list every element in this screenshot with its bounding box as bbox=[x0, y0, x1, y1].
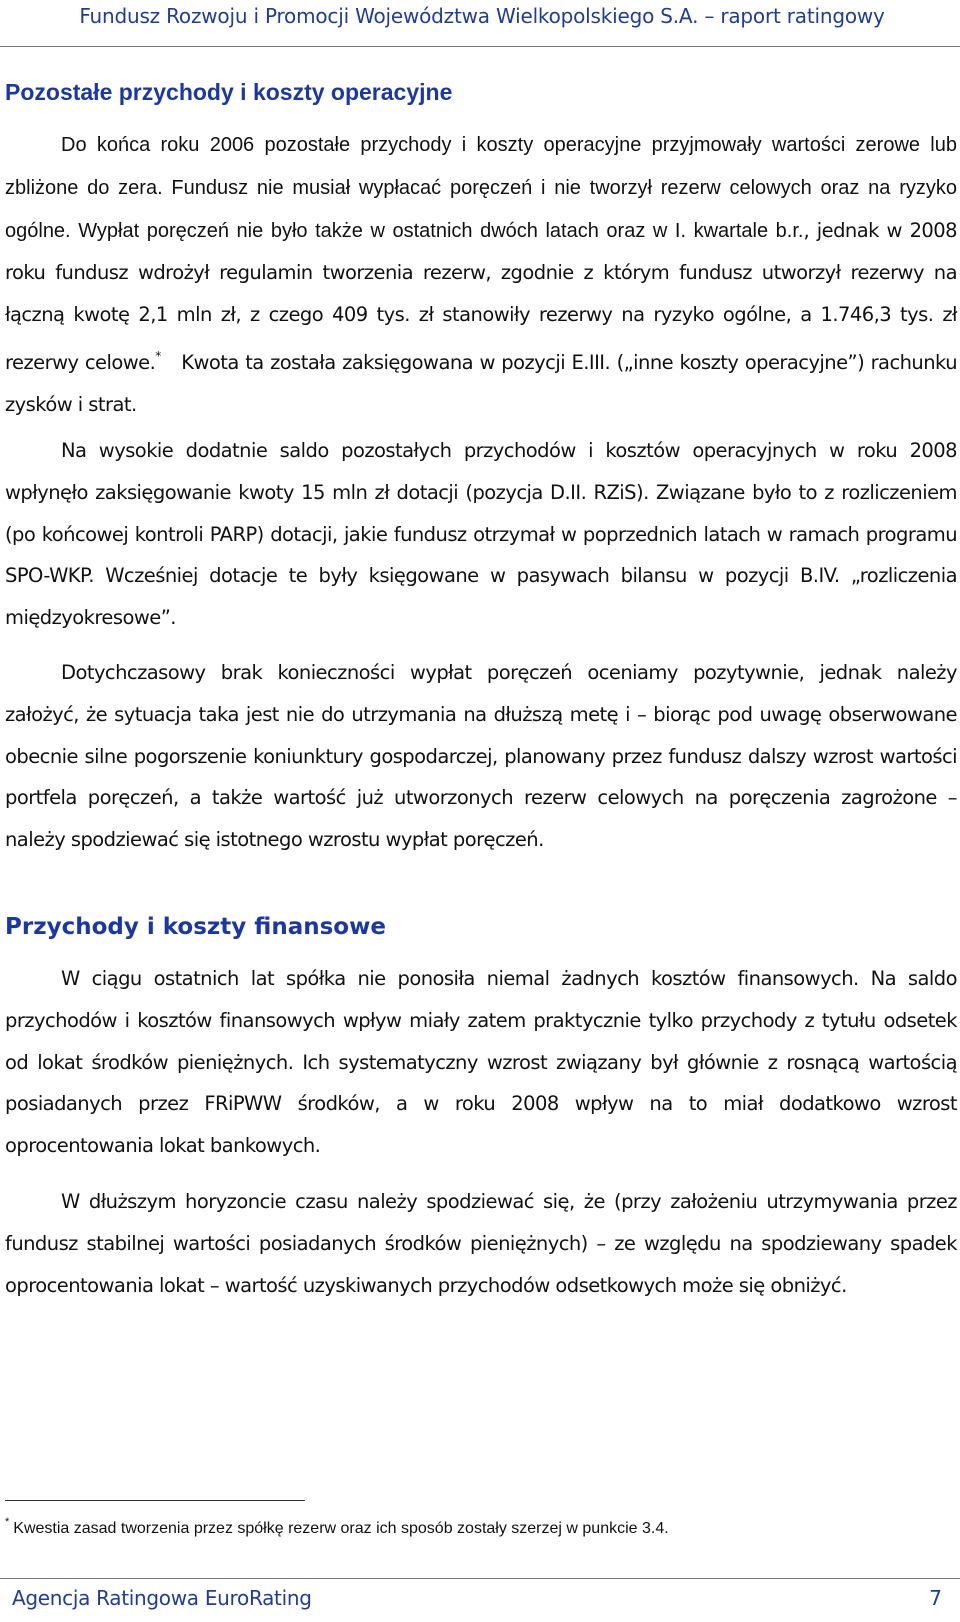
footer-agency-name: Agencja Ratingowa EuroRating bbox=[12, 1586, 312, 1610]
footer-divider bbox=[0, 1578, 960, 1579]
running-header: Fundusz Rozwoju i Promocji Województwa Wielkopolskiego S.A. – raport ratingowy bbox=[79, 4, 885, 28]
footnote-reference[interactable]: * bbox=[155, 348, 162, 363]
paragraph-financial-1: W ciągu ostatnich lat spółka nie ponosiła niemal żadnych kosztów finansowych. Na saldo przychodów i kosztów finansowych wpływ miały zatem praktycznie tylko przychody z tytułu odsetek od lokat środków pieniężnych. Ich systematyczny wzrost związany był głównie z rosnącą wartością posiadanych przez FRiPWW środków, a w roku 2008 wpływ na to miał dodatkowo wzrost oprocentowania lokat bankowych. bbox=[5, 967, 957, 1158]
paragraph-operating-1-part3: Kwota ta została zaksięgowana w pozycji E.III. („inne koszty operacyjne”) rachunku zysków i strat. bbox=[5, 350, 958, 416]
paragraph-financial-2: W dłuższym horyzoncie czasu należy spodziewać się, że (przy założeniu utrzymywania przez fundusz stabilnej wartości posiadanych środków pieniężnych) – ze względu na spodziewany spadek oprocentowania lokat – wartość uzyskiwanych przychodów odsetkowych może się obniżyć. bbox=[5, 1190, 957, 1297]
footnote-text: Kwestia zasad tworzenia przez spółkę rezerw oraz ich sposób zostały szerzej w punkcie 3.4. bbox=[13, 1520, 669, 1537]
section-heading-operating: Pozostałe przychody i koszty operacyjne bbox=[5, 79, 453, 105]
footnote bbox=[5, 1516, 669, 1538]
footnote-mark: * bbox=[5, 1516, 10, 1528]
paragraph-operating-2: Na wysokie dodatnie saldo pozostałych przychodów i kosztów operacyjnych w roku 2008 wpłynęło zaksięgowanie kwoty 15 mln zł dotacji (pozycja D.II. RZiS). Związane było to z rozliczeniem (po końcowej kontroli PARP) dotacji, jakie fundusz otrzymał w poprzednich latach w ramach programu SPO-WKP. Wcześniej dotacje te były księgowane w pasywach bilansu w pozycji B.IV. „rozliczenia międzyokresowe”. bbox=[5, 439, 957, 630]
paragraph-operating-1-part2: , jednak w 2008 roku fundusz wdrożył regulamin tworzenia rezerw, zgodnie z którym fundusz utworzył rezerwy na łączną kwotę 2,1 mln zł, z czego 409 tys. zł stanowiły rezerwy na ryzyko ogólne, a 1.746,3 tys. zł rezerwy celowe. bbox=[5, 218, 957, 374]
footnote-divider bbox=[5, 1500, 305, 1501]
paragraph-operating-3: Dotychczasowy brak konieczności wypłat poręczeń oceniamy pozytywnie, jednak należy założyć, że sytuacja taka jest nie do utrzymania na dłuższą metę i – biorąc pod uwagę obserwowane obecnie silne pogorszenie koniunktury gospodarczej, planowany przez fundusz dalszy wzrost wartości portfela poręczeń, a także wartość już utworzonych rezerw celowych na poręczenia zagrożone – należy spodziewać się istotnego wzrostu wypłat poręczeń. bbox=[5, 661, 957, 852]
section-heading-financial: Przychody i koszty finansowe bbox=[5, 914, 386, 940]
page-number: 7 bbox=[929, 1586, 942, 1610]
paragraph-operating-1-part1: Do końca roku 2006 pozostałe przychody i koszty operacyjne przyjmowały wartości zerowe lub zbliżone do zera. Fundusz nie musiał wypłacać poręczeń i nie tworzył rezerw celowych oraz na ryzyko ogólne. Wypłat poręczeń nie było także w ostatnich dwóch latach oraz w I. kwartale b.r. bbox=[5, 134, 957, 242]
paragraph-operating-1 bbox=[5, 124, 957, 426]
header-divider bbox=[0, 46, 960, 47]
